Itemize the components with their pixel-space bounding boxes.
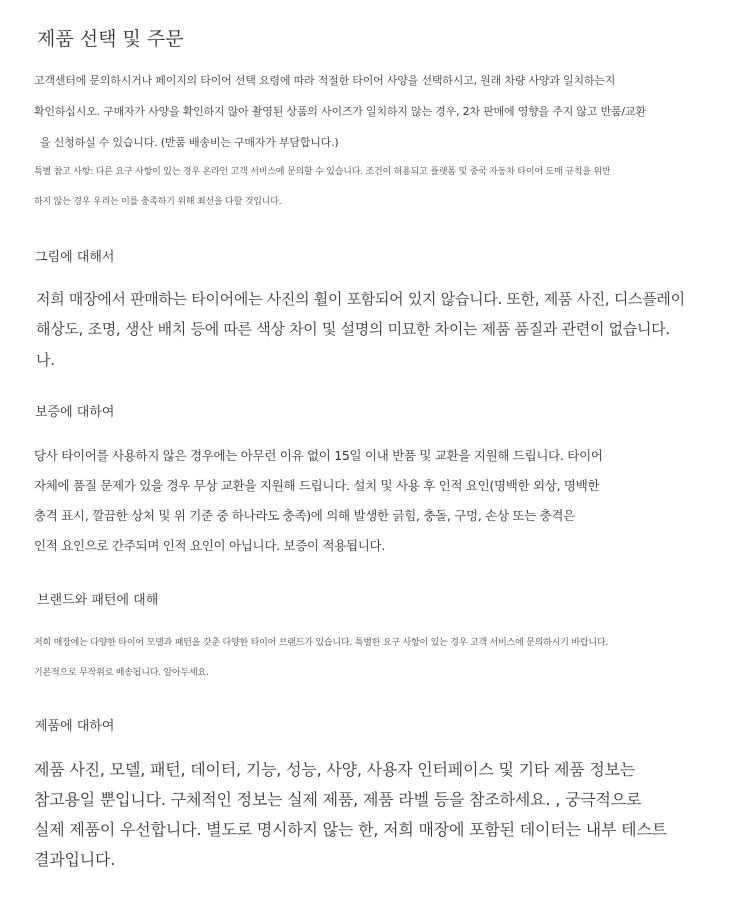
picture-heading: 그림에 대해서 [35,250,115,265]
intro-line-2: 확인하십시오. 구매자가 사양을 확인하지 않아 촬영된 상품의 사이즈가 일치하지 않는 경우, 2차 판매에 영향을 주지 않고 반품/교환 [34,105,646,118]
product-line-1: 제품 사진, 모델, 패턴, 데이터, 기능, 성능, 사양, 사용자 인터페이스 및 기타 제품 정보는 [34,760,636,779]
intro-note-line-1: 특별 참고 사항: 다른 요구 사항이 있는 경우 온라인 고객 서비스에 문의할 수 있습니다. 조건이 허용되고 플랫폼 및 중국 자동차 타이어 도매 규칙을 위반 [34,167,611,177]
brand-line-2: 기본적으로 무작위로 배송됩니다. 알아두세요. [34,668,209,678]
product-line-3: 실제 제품이 우선합니다. 별도로 명시하지 않는 한, 저희 매장에 포함된 데이터는 내부 테스트 [34,820,667,839]
warranty-line-3: 충격 표시, 깔끔한 상처 및 위 기준 중 하나라도 충족)에 의해 발생한 긁힘, 충돌, 구멍, 손상 또는 충격은 [34,508,575,523]
intro-line-1: 고객센터에 문의하시거나 페이지의 타이어 선택 요령에 따라 적절한 타이어 사양을 선택하시고, 원래 차량 사양과 일치하는지 [34,74,616,87]
warranty-heading: 보증에 대하여 [35,405,115,420]
product-line-2: 참고용일 뿐입니다. 구체적인 정보는 실제 제품, 제품 라벨 등을 참조하세요. , 궁극적으로 [34,790,642,809]
product-heading: 제품에 대하여 [35,719,115,734]
warranty-line-4: 인적 요인으로 간주되며 인적 요인이 아닙니다. 보증이 적용됩니다. [34,538,385,553]
intro-note-line-2: 하지 않는 경우 우리는 이를 충족하기 위해 최선을 다할 것입니다. [34,197,282,207]
warranty-line-1: 당사 타이어를 사용하지 않은 경우에는 아무런 이유 없이 15일 이내 반품 및 교환을 지원해 드립니다. 타이어 [34,448,603,463]
product-line-4: 결과입니다. [34,850,116,869]
page-title: 제품 선택 및 주문 [37,28,184,50]
brand-line-1: 저희 매장에는 다양한 타이어 모델과 패턴을 갖춘 다양한 타이어 브랜드가 있습니다. 특별한 요구 사항이 있는 경우 고객 서비스에 문의하시기 바랍니다. [34,638,609,648]
brand-heading: 브랜드와 패턴에 대해 [37,593,159,608]
picture-line-1: 저희 매장에서 판매하는 타이어에는 사진의 휠이 포함되어 있지 않습니다. 또한, 제품 사진, 디스플레이 [36,290,685,308]
intro-line-3: 을 신청하실 수 있습니다. (반품 배송비는 구매자가 부담합니다.) [40,136,339,149]
picture-line-2: 해상도, 조명, 생산 배치 등에 따른 색상 차이 및 설명의 미묘한 차이는 제품 품질과 관련이 없습니다. [36,320,670,338]
picture-line-3: 나. [36,351,55,369]
warranty-line-2: 자체에 품질 문제가 있을 경우 무상 교환을 지원해 드립니다. 설치 및 사용 후 인적 요인(명백한 외상, 명백한 [34,478,600,493]
